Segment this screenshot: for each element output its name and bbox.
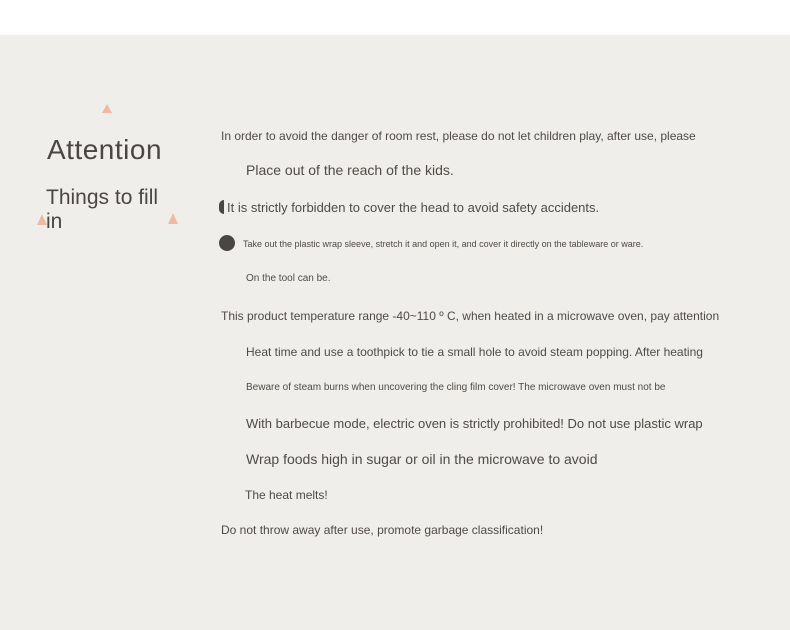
instruction-line: The heat melts! bbox=[245, 488, 328, 502]
instruction-line: It is strictly forbidden to cover the head to avoid safety accidents. bbox=[227, 200, 600, 215]
instruction-line: In order to avoid the danger of room rest, please do not let children play, after use, please bbox=[221, 129, 696, 143]
instruction-line: Heat time and use a toothpick to tie a small hole to avoid steam popping. After heating bbox=[246, 345, 703, 359]
instruction-line: This product temperature range -40~110 º C, when heated in a microwave oven, pay attention bbox=[221, 309, 720, 323]
instruction-line: Beware of steam burns when uncovering the cling film cover! The microwave oven must not be bbox=[246, 382, 666, 393]
instruction-line: With barbecue mode, electric oven is strictly prohibited! Do not use plastic wrap bbox=[246, 416, 703, 431]
instruction-line: Do not throw away after use, promote garbage classification! bbox=[221, 523, 544, 537]
page-subtitle: Things to fill in bbox=[46, 186, 159, 233]
top-band bbox=[0, 0, 790, 35]
bullet-dot-icon bbox=[219, 200, 224, 214]
instruction-line: On the tool can be. bbox=[246, 273, 331, 284]
bullet-dot-icon bbox=[219, 235, 235, 251]
instruction-line: Take out the plastic wrap sleeve, stretch it and open it, and cover it directly on the tableware or ware. bbox=[243, 239, 644, 249]
page-title: Attention bbox=[47, 134, 163, 165]
instruction-line: Wrap foods high in sugar or oil in the microwave to avoid bbox=[246, 451, 598, 467]
instruction-line: Place out of the reach of the kids. bbox=[246, 162, 454, 178]
content-panel bbox=[0, 35, 790, 630]
triangle-decoration-icon bbox=[102, 104, 112, 113]
